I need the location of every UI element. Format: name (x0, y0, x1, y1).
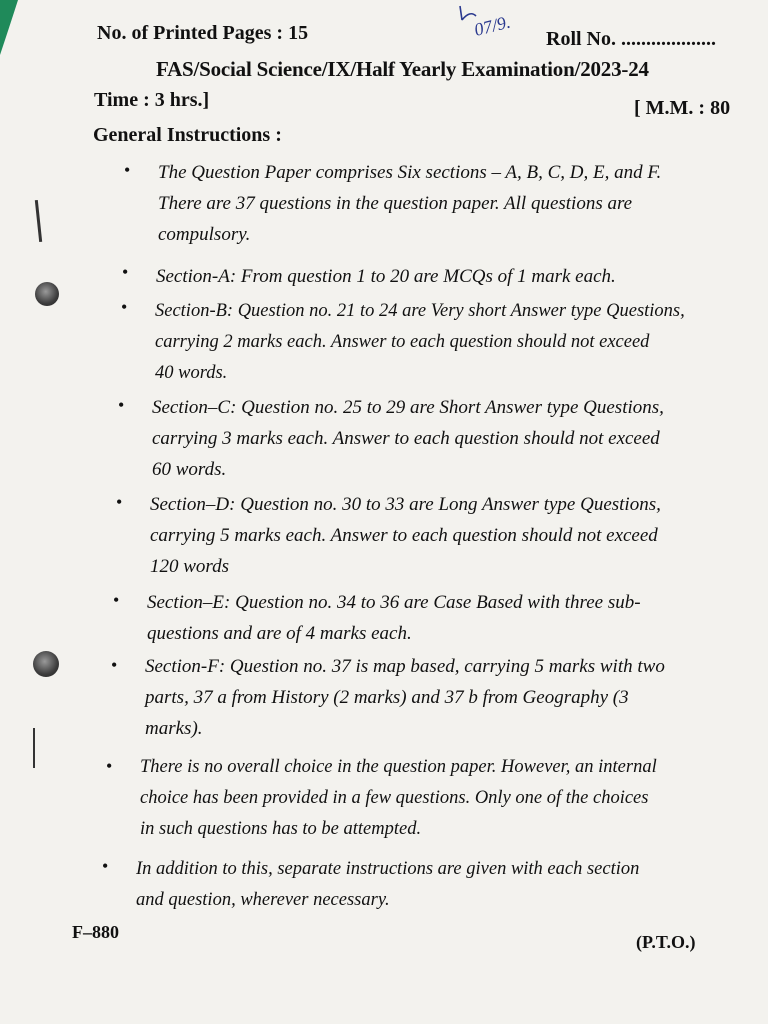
bullet-icon: • (116, 492, 123, 512)
instruction-line: carrying 3 marks each. Answer to each question should not exceed (152, 428, 660, 449)
exam-title: FAS/Social Science/IX/Half Yearly Examination/2023-24 (156, 57, 649, 81)
printed-pages: No. of Printed Pages : 15 (97, 22, 309, 44)
instruction-line: 40 words. (155, 363, 228, 383)
paper-code: F–880 (72, 922, 119, 942)
instruction-line: parts, 37 a from History (2 marks) and 37 b from Geography (3 (145, 687, 629, 708)
punch-hole-icon (35, 282, 59, 306)
instruction-line: Section–C: Question no. 25 to 29 are Short Answer type Questions, (152, 397, 664, 418)
instruction-line: questions and are of 4 marks each. (147, 623, 412, 644)
instruction-line: and question, wherever necessary. (136, 890, 390, 910)
handwritten-note (452, 0, 522, 44)
bullet-icon: • (111, 655, 118, 675)
instruction-line: carrying 5 marks each. Answer to each question should not exceed (150, 525, 658, 546)
bullet-icon: • (118, 395, 125, 415)
bullet-icon: • (106, 756, 113, 776)
pen-mark (35, 200, 42, 242)
bullet-icon: • (102, 856, 109, 876)
instruction-line: Section–E: Question no. 34 to 36 are Case Based with three sub- (147, 592, 641, 613)
time-allowed: Time : 3 hrs.] (94, 89, 210, 111)
instructions-heading: General Instructions : (93, 124, 282, 146)
instruction-line: choice has been provided in a few questions. Only one of the choices (140, 788, 649, 808)
punch-hole-icon (33, 651, 59, 677)
instruction-line: carrying 2 marks each. Answer to each question should not exceed (155, 332, 650, 352)
instruction-line: In addition to this, separate instructions are given with each section (136, 859, 640, 879)
roll-no: Roll No. ................... (546, 28, 716, 50)
instruction-line: in such questions has to be attempted. (140, 819, 422, 839)
instruction-line: 120 words (150, 556, 230, 577)
instruction-line: There are 37 questions in the question paper. All questions are (158, 193, 633, 214)
max-marks: [ M.M. : 80 (634, 97, 731, 119)
instruction-line: compulsory. (158, 224, 251, 245)
bullet-icon: • (121, 297, 128, 317)
instruction-line: Section–D: Question no. 30 to 33 are Long Answer type Questions, (150, 494, 661, 515)
bullet-icon: • (113, 590, 120, 610)
pen-mark (33, 728, 35, 768)
instruction-line: Section-A: From question 1 to 20 are MCQs of 1 mark each. (156, 266, 616, 287)
green-edge-mark (0, 0, 20, 60)
bullet-icon: • (122, 262, 129, 282)
instruction-line: Section-B: Question no. 21 to 24 are Very short Answer type Questions, (155, 301, 685, 321)
instruction-line: marks). (145, 718, 203, 739)
instruction-line: There is no overall choice in the question paper. However, an internal (140, 757, 657, 777)
instruction-line: The Question Paper comprises Six sections – A, B, C, D, E, and F. (158, 162, 662, 183)
pto-label: (P.T.O.) (636, 932, 696, 952)
svg-text:07/9.: 07/9. (472, 11, 513, 40)
bullet-icon: • (124, 160, 131, 180)
instruction-line: Section-F: Question no. 37 is map based, carrying 5 marks with two (145, 656, 665, 677)
instruction-line: 60 words. (152, 459, 227, 480)
